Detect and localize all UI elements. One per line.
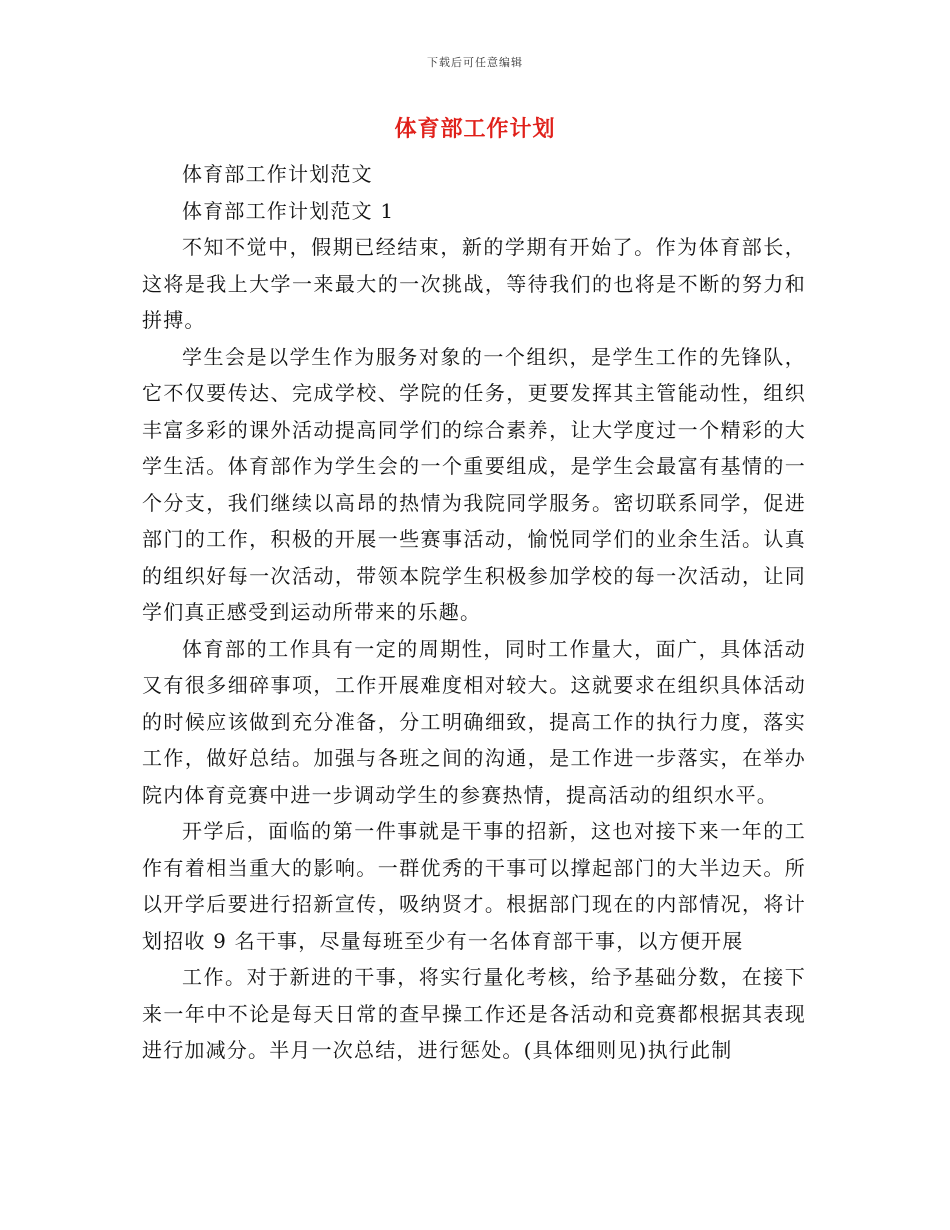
- document-title: 体育部工作计划: [394, 116, 556, 142]
- paragraph-2: 学生会是以学生作为服务对象的一个组织，是学生工作的先锋队，它不仅要传达、完成学校、学院的任务，更要发挥其主管能动性，组织丰富多彩的课外活动提高同学们的综合素养，让大学度过一个精彩的大学生活。体育部作为学生会的一个重要组成，是学生会最富有基情的一个分支，我们继续以高昂的热情为我院同学服务。密切联系同学，促进部门的工作，积极的开展一些赛事活动，愉悦同学们的业余生活。认真的组织好每一次活动，带领本院学生积极参加学校的每一次活动，让同学们真正感受到运动所带来的乐趣。: [142, 344, 806, 624]
- paragraph-1: 不知不觉中，假期已经结束，新的学期有开始了。作为体育部长，这将是我上大学一来最大的一次挑战，等待我们的也将是不断的努力和拼搏。: [142, 235, 806, 332]
- document-body: [142, 156, 806, 1069]
- paragraph-4: 开学后，面临的第一件事就是干事的招新，这也对接下来一年的工作有着相当重大的影响。一群优秀的干事可以撑起部门的大半边天。所以开学后要进行招新宣传，吸纳贤才。根据部门现在的内部情况，将计划招收 9 名干事，尽量每班至少有一名体育部干事，以方便开展: [142, 819, 806, 953]
- paragraph-5: 工作。对于新进的干事，将实行量化考核，给予基础分数，在接下来一年中不论是每天日常的查早操工作还是各活动和竞赛都根据其表现进行加减分。半月一次总结，进行惩处。(具体细则见)执行此制: [142, 965, 806, 1062]
- paragraph-3: 体育部的工作具有一定的周期性，同时工作量大，面广，具体活动又有很多细碎事项，工作开展难度相对较大。这就要求在组织具体活动的时候应该做到充分准备，分工明确细致，提高工作的执行力度，落实工作，做好总结。加强与各班之间的沟通，是工作进一步落实，在举办院内体育竞赛中进一步调动学生的参赛热情，提高活动的组织水平。: [142, 636, 806, 807]
- document-subtitle: 体育部工作计划范文: [182, 162, 373, 186]
- section-heading: 体育部工作计划范文 1: [182, 198, 395, 223]
- header-note: 下载后可任意编辑: [427, 56, 523, 69]
